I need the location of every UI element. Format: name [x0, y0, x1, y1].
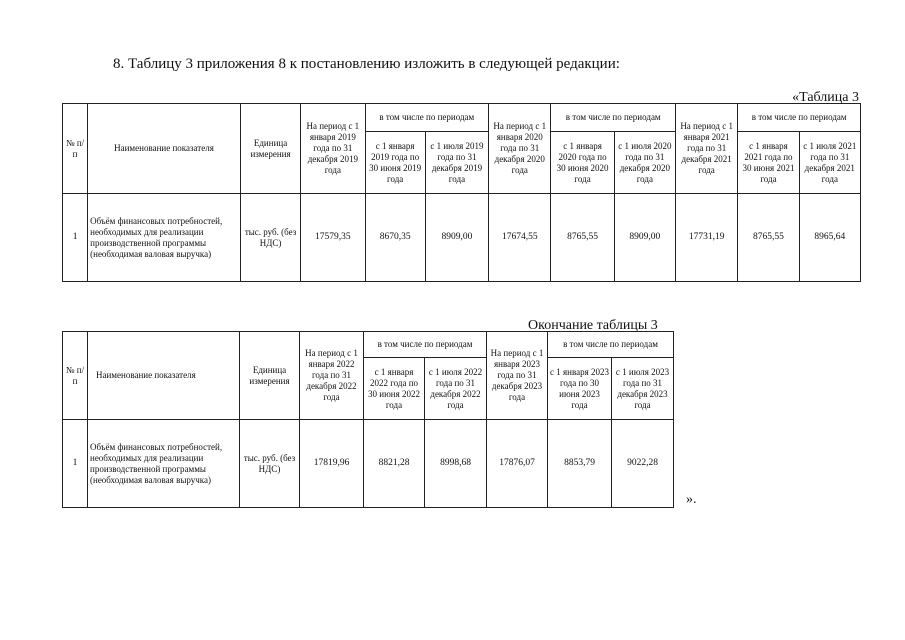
header-h2-2022: с 1 июля 2022 года по 31 декабря 2022 года: [425, 358, 487, 420]
header-period-2023: На период с 1 января 2023 года по 31 декабря 2023 года: [487, 332, 548, 420]
table1: [62, 103, 861, 282]
row-unit: тыс. руб. (без НДС): [240, 194, 300, 282]
header-indicator-name: Наименование показателя: [88, 104, 241, 194]
value-2023-h1: 8853,79: [548, 420, 612, 508]
header-num: № п/п: [63, 104, 88, 194]
header-period-2021: На период с 1 января 2021 года по 31 декабря 2021 года: [676, 104, 738, 194]
header-including-2022: в том числе по периодам: [364, 332, 487, 358]
header-including-2019: в том числе по периодам: [365, 104, 489, 132]
header-indicator-name: Наименование показателя: [88, 332, 240, 420]
header-num: № п/п: [63, 332, 88, 420]
header-unit: Единица измерения: [240, 104, 300, 194]
value-2022-h1: 8821,28: [364, 420, 425, 508]
value-2021-h1: 8765,55: [738, 194, 799, 282]
header-including-2020: в том числе по периодам: [551, 104, 676, 132]
header-h1-2019: с 1 января 2019 года по 30 июня 2019 года: [365, 132, 425, 194]
header-period-2019: На период с 1 января 2019 года по 31 декабря 2019 года: [301, 104, 365, 194]
row-indicator-name: Объём финансовых потребностей, необходимых для реализации производственной программы (необходимая валовая выручка): [88, 420, 240, 508]
value-2023-h2: 9022,28: [612, 420, 674, 508]
value-2020-h2: 8909,00: [614, 194, 675, 282]
row-unit: тыс. руб. (без НДС): [240, 420, 300, 508]
header-including-2021: в том числе по периодам: [738, 104, 861, 132]
value-2023-total: 17876,07: [487, 420, 548, 508]
table2-caption: Окончание таблицы 3: [528, 318, 658, 333]
value-2020-h1: 8765,55: [551, 194, 614, 282]
header-period-2020: На период с 1 января 2020 года по 31 декабря 2020 года: [489, 104, 551, 194]
row-num: 1: [63, 420, 88, 508]
header-h1-2020: с 1 января 2020 года по 30 июня 2020 года: [551, 132, 614, 194]
value-2019-total: 17579,35: [301, 194, 365, 282]
value-2020-total: 17674,55: [489, 194, 551, 282]
header-h1-2021: с 1 января 2021 года по 30 июня 2021 года: [738, 132, 799, 194]
row-num: 1: [63, 194, 88, 282]
header-including-2023: в том числе по периодам: [548, 332, 674, 358]
header-h2-2023: с 1 июля 2023 года по 31 декабря 2023 года: [612, 358, 674, 420]
header-h1-2023: с 1 января 2023 года по 30 июня 2023 года: [548, 358, 612, 420]
header-unit: Единица измерения: [240, 332, 300, 420]
table-row: [63, 420, 674, 508]
value-2022-total: 17819,96: [300, 420, 364, 508]
header-period-2022: На период с 1 января 2022 года по 31 декабря 2022 года: [300, 332, 364, 420]
header-h1-2022: с 1 января 2022 года по 30 июня 2022 года: [364, 358, 425, 420]
closing-quote: ».: [686, 492, 697, 507]
value-2021-total: 17731,19: [676, 194, 738, 282]
table2: [62, 331, 674, 508]
value-2022-h2: 8998,68: [425, 420, 487, 508]
header-h2-2020: с 1 июля 2020 года по 31 декабря 2020 года: [614, 132, 675, 194]
value-2021-h2: 8965,64: [799, 194, 860, 282]
header-h2-2021: с 1 июля 2021 года по 31 декабря 2021 года: [799, 132, 860, 194]
row-indicator-name: Объём финансовых потребностей, необходимых для реализации производственной программы (необходимая валовая выручка): [88, 194, 241, 282]
header-h2-2019: с 1 июля 2019 года по 31 декабря 2019 года: [425, 132, 488, 194]
document-heading: 8. Таблицу 3 приложения 8 к постановлению изложить в следующей редакции:: [113, 56, 620, 72]
value-2019-h2: 8909,00: [425, 194, 488, 282]
value-2019-h1: 8670,35: [365, 194, 425, 282]
table1-caption: «Таблица 3: [792, 90, 859, 105]
table-row: [63, 194, 861, 282]
